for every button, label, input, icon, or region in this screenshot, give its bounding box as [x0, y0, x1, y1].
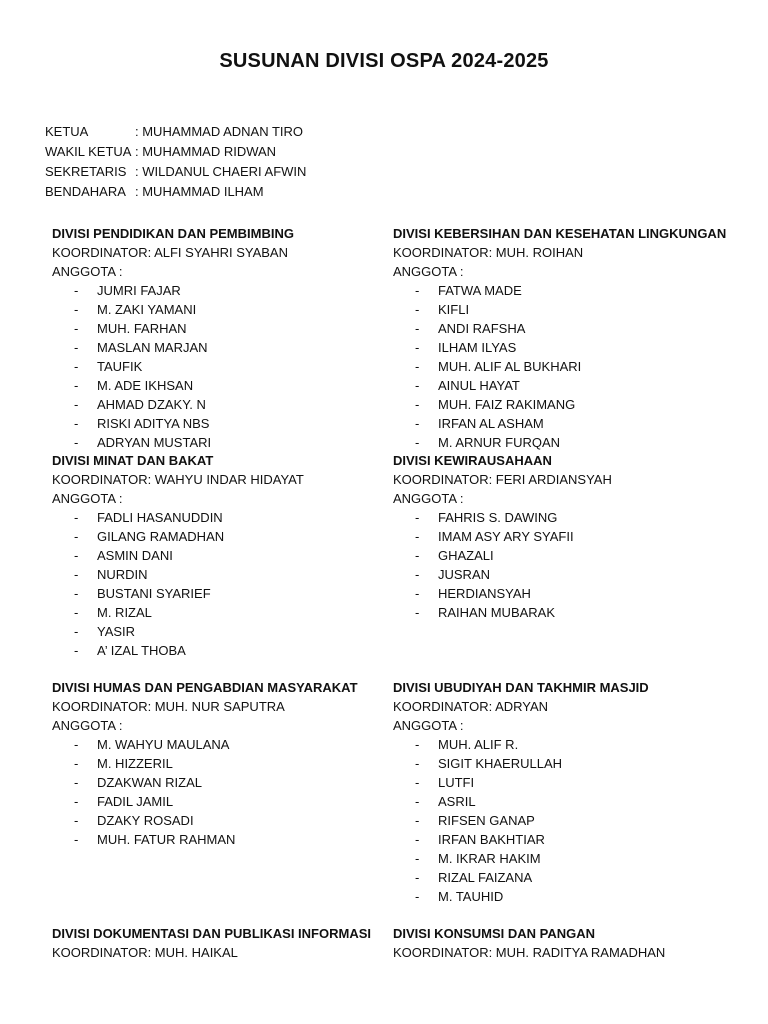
bullet-dash: - [415, 851, 420, 866]
bullet-dash: - [415, 548, 420, 563]
member-name: ANDI RAFSHA [438, 321, 526, 336]
list-item [52, 546, 304, 565]
bullet-dash: - [415, 775, 420, 790]
member-name: SIGIT KHAERULLAH [438, 756, 563, 771]
member-name: MASLAN MARJAN [97, 340, 208, 355]
division-kebersihan [393, 224, 726, 452]
member-name: M. TAUHID [438, 889, 504, 904]
bullet-dash: - [415, 813, 420, 828]
member-name: FADIL JAMIL [97, 794, 174, 809]
division-title: DIVISI MINAT DAN BAKAT [52, 453, 214, 468]
bullet-dash: - [415, 832, 420, 847]
list-item [52, 641, 304, 660]
list-item [393, 603, 612, 622]
member-name: LUTFI [438, 775, 475, 790]
list-item [52, 433, 294, 452]
division-title: DIVISI HUMAS DAN PENGABDIAN MASYARAKAT [52, 680, 358, 695]
member-name: IMAM ASY ARY SYAFII [438, 529, 574, 544]
officer-row-ketua [45, 122, 306, 142]
list-item [393, 527, 612, 546]
bullet-dash: - [415, 378, 420, 393]
bullet-dash: - [415, 359, 420, 374]
list-item [393, 773, 649, 792]
member-name: RAIHAN MUBARAK [438, 605, 556, 620]
bullet-dash: - [415, 737, 420, 752]
member-name: M. ARNUR FURQAN [438, 435, 561, 450]
bullet-dash: - [74, 397, 79, 412]
members-label: ANGGOTA : [393, 491, 464, 506]
officer-name: : MUHAMMAD RIDWAN [135, 144, 277, 159]
member-name: M. ADE IKHSAN [97, 378, 194, 393]
member-name: DZAKWAN RIZAL [97, 775, 202, 790]
division-coordinator: KOORDINATOR: FERI ARDIANSYAH [393, 472, 612, 487]
list-item [52, 622, 304, 641]
bullet-dash: - [74, 756, 79, 771]
list-item [393, 546, 612, 565]
bullet-dash: - [74, 416, 79, 431]
member-name: M. IKRAR HAKIM [438, 851, 541, 866]
member-name: MUH. FAIZ RAKIMANG [438, 397, 576, 412]
list-item [393, 811, 649, 830]
division-konsumsi [393, 924, 665, 962]
list-item [393, 281, 726, 300]
bullet-dash: - [415, 567, 420, 582]
member-name: FADLI HASANUDDIN [97, 510, 223, 525]
list-item [393, 754, 649, 773]
member-name: MUH. ALIF R. [438, 737, 519, 752]
member-name: ASMIN DANI [97, 548, 173, 563]
division-title: DIVISI UBUDIYAH DAN TAKHMIR MASJID [393, 680, 649, 695]
member-name: M. ZAKI YAMANI [97, 302, 197, 317]
member-name: GILANG RAMADHAN [97, 529, 225, 544]
bullet-dash: - [74, 567, 79, 582]
list-item [393, 338, 726, 357]
member-name: ILHAM ILYAS [438, 340, 517, 355]
bullet-dash: - [74, 435, 79, 450]
list-item [52, 792, 358, 811]
list-item [393, 735, 649, 754]
bullet-dash: - [415, 586, 420, 601]
list-item [52, 357, 294, 376]
bullet-dash: - [415, 416, 420, 431]
division-minat-bakat [52, 451, 304, 660]
bullet-dash: - [415, 605, 420, 620]
list-item [52, 735, 358, 754]
member-name: NURDIN [97, 567, 148, 582]
list-item [393, 830, 649, 849]
member-name: MUH. ALIF AL BUKHARI [438, 359, 582, 374]
member-name: BUSTANI SYARIEF [97, 586, 211, 601]
members-label: ANGGOTA : [52, 264, 123, 279]
member-name: RISKI ADITYA NBS [97, 416, 210, 431]
member-name: MUH. FATUR RAHMAN [97, 832, 236, 847]
list-item [52, 414, 294, 433]
officer-row-sekretaris [45, 162, 306, 182]
member-name: MUH. FARHAN [97, 321, 187, 336]
bullet-dash: - [74, 775, 79, 790]
division-dokumentasi [52, 924, 371, 962]
officer-role: BENDAHARA [45, 184, 126, 199]
division-title: DIVISI KONSUMSI DAN PANGAN [393, 926, 595, 941]
bullet-dash: - [415, 321, 420, 336]
members-label: ANGGOTA : [52, 491, 123, 506]
division-humas [52, 678, 358, 849]
bullet-dash: - [74, 283, 79, 298]
division-coordinator: KOORDINATOR: MUH. RADITYA RAMADHAN [393, 945, 666, 960]
division-coordinator: KOORDINATOR: WAHYU INDAR HIDAYAT [52, 472, 304, 487]
member-name: AINUL HAYAT [438, 378, 520, 393]
list-item [393, 376, 726, 395]
division-title: DIVISI PENDIDIKAN DAN PEMBIMBING [52, 226, 294, 241]
list-item [52, 773, 358, 792]
division-title: DIVISI KEBERSIHAN DAN KESEHATAN LINGKUNGAN [393, 226, 727, 241]
division-coordinator: KOORDINATOR: MUH. NUR SAPUTRA [52, 699, 285, 714]
list-item [393, 792, 649, 811]
member-name: JUMRI FAJAR [97, 283, 181, 298]
member-name: AHMAD DZAKY. N [97, 397, 206, 412]
list-item [52, 584, 304, 603]
bullet-dash: - [74, 813, 79, 828]
division-coordinator: KOORDINATOR: MUH. ROIHAN [393, 245, 584, 260]
member-name: KIFLI [438, 302, 470, 317]
list-item [52, 811, 358, 830]
member-name: M. HIZZERIL [97, 756, 173, 771]
list-item [393, 395, 726, 414]
list-item [393, 584, 612, 603]
member-name: IRFAN BAKHTIAR [438, 832, 545, 847]
list-item [52, 527, 304, 546]
bullet-dash: - [74, 378, 79, 393]
list-item [52, 281, 294, 300]
list-item [393, 319, 726, 338]
members-label: ANGGOTA : [52, 718, 123, 733]
list-item [52, 508, 304, 527]
division-kewirausahaan [393, 451, 612, 622]
bullet-dash: - [415, 870, 420, 885]
member-name: FATWA MADE [438, 283, 522, 298]
member-name: FAHRIS S. DAWING [438, 510, 558, 525]
list-item [393, 300, 726, 319]
member-name: TAUFIK [97, 359, 143, 374]
officer-role: SEKRETARIS [45, 164, 127, 179]
list-item [393, 868, 649, 887]
list-item [393, 565, 612, 584]
division-coordinator: KOORDINATOR: ALFI SYAHRI SYABAN [52, 245, 288, 260]
member-name: RIZAL FAIZANA [438, 870, 533, 885]
bullet-dash: - [74, 340, 79, 355]
bullet-dash: - [74, 359, 79, 374]
list-item [393, 887, 649, 906]
list-item [393, 849, 649, 868]
list-item [52, 319, 294, 338]
member-name: DZAKY ROSADI [97, 813, 194, 828]
division-title: DIVISI KEWIRAUSAHAAN [393, 453, 552, 468]
members-label: ANGGOTA : [393, 718, 464, 733]
bullet-dash: - [415, 340, 420, 355]
bullet-dash: - [74, 794, 79, 809]
bullet-dash: - [415, 756, 420, 771]
bullet-dash: - [74, 605, 79, 620]
list-item [393, 414, 726, 433]
officer-name: : MUHAMMAD ADNAN TIRO [135, 124, 304, 139]
list-item [52, 603, 304, 622]
list-item [393, 508, 612, 527]
member-name: JUSRAN [438, 567, 491, 582]
bullet-dash: - [74, 510, 79, 525]
bullet-dash: - [74, 832, 79, 847]
bullet-dash: - [415, 889, 420, 904]
member-name: HERDIANSYAH [438, 586, 531, 601]
bullet-dash: - [415, 794, 420, 809]
member-name: ASRIL [438, 794, 476, 809]
division-pendidikan [52, 224, 294, 452]
list-item [52, 830, 358, 849]
bullet-dash: - [74, 302, 79, 317]
bullet-dash: - [415, 510, 420, 525]
division-coordinator: KOORDINATOR: ADRYAN [393, 699, 549, 714]
members-label: ANGGOTA : [393, 264, 464, 279]
bullet-dash: - [74, 624, 79, 639]
division-coordinator: KOORDINATOR: MUH. HAIKAL [52, 945, 238, 960]
list-item [52, 338, 294, 357]
page-title: SUSUNAN DIVISI OSPA 2024-2025 [219, 50, 549, 72]
member-name: M. RIZAL [97, 605, 152, 620]
member-name: RIFSEN GANAP [438, 813, 535, 828]
member-name: ADRYAN MUSTARI [97, 435, 212, 450]
list-item [52, 754, 358, 773]
list-item [52, 565, 304, 584]
bullet-dash: - [74, 643, 79, 658]
member-name: GHAZALI [438, 548, 494, 563]
bullet-dash: - [74, 737, 79, 752]
officers-list [45, 122, 306, 202]
bullet-dash: - [415, 283, 420, 298]
list-item [52, 300, 294, 319]
officer-row-wakil-ketua [45, 142, 306, 162]
officer-role: WAKIL KETUA [45, 144, 132, 159]
member-name: IRFAN AL ASHAM [438, 416, 544, 431]
officer-row-bendahara [45, 182, 306, 202]
list-item [393, 357, 726, 376]
bullet-dash: - [415, 435, 420, 450]
member-name: YASIR [97, 624, 136, 639]
member-name: M. WAHYU MAULANA [97, 737, 230, 752]
list-item [393, 433, 726, 452]
division-title: DIVISI DOKUMENTASI DAN PUBLIKASI INFORMASI [52, 926, 371, 941]
officer-name: : MUHAMMAD ILHAM [135, 184, 264, 199]
bullet-dash: - [74, 529, 79, 544]
officer-name: : WILDANUL CHAERI AFWIN [135, 164, 307, 179]
bullet-dash: - [74, 321, 79, 336]
officer-role: KETUA [45, 124, 89, 139]
list-item [52, 395, 294, 414]
bullet-dash: - [74, 586, 79, 601]
bullet-dash: - [74, 548, 79, 563]
bullet-dash: - [415, 397, 420, 412]
list-item [52, 376, 294, 395]
bullet-dash: - [415, 302, 420, 317]
division-ubudiyah [393, 678, 649, 906]
member-name: A’ IZAL THOBA [97, 643, 186, 658]
bullet-dash: - [415, 529, 420, 544]
